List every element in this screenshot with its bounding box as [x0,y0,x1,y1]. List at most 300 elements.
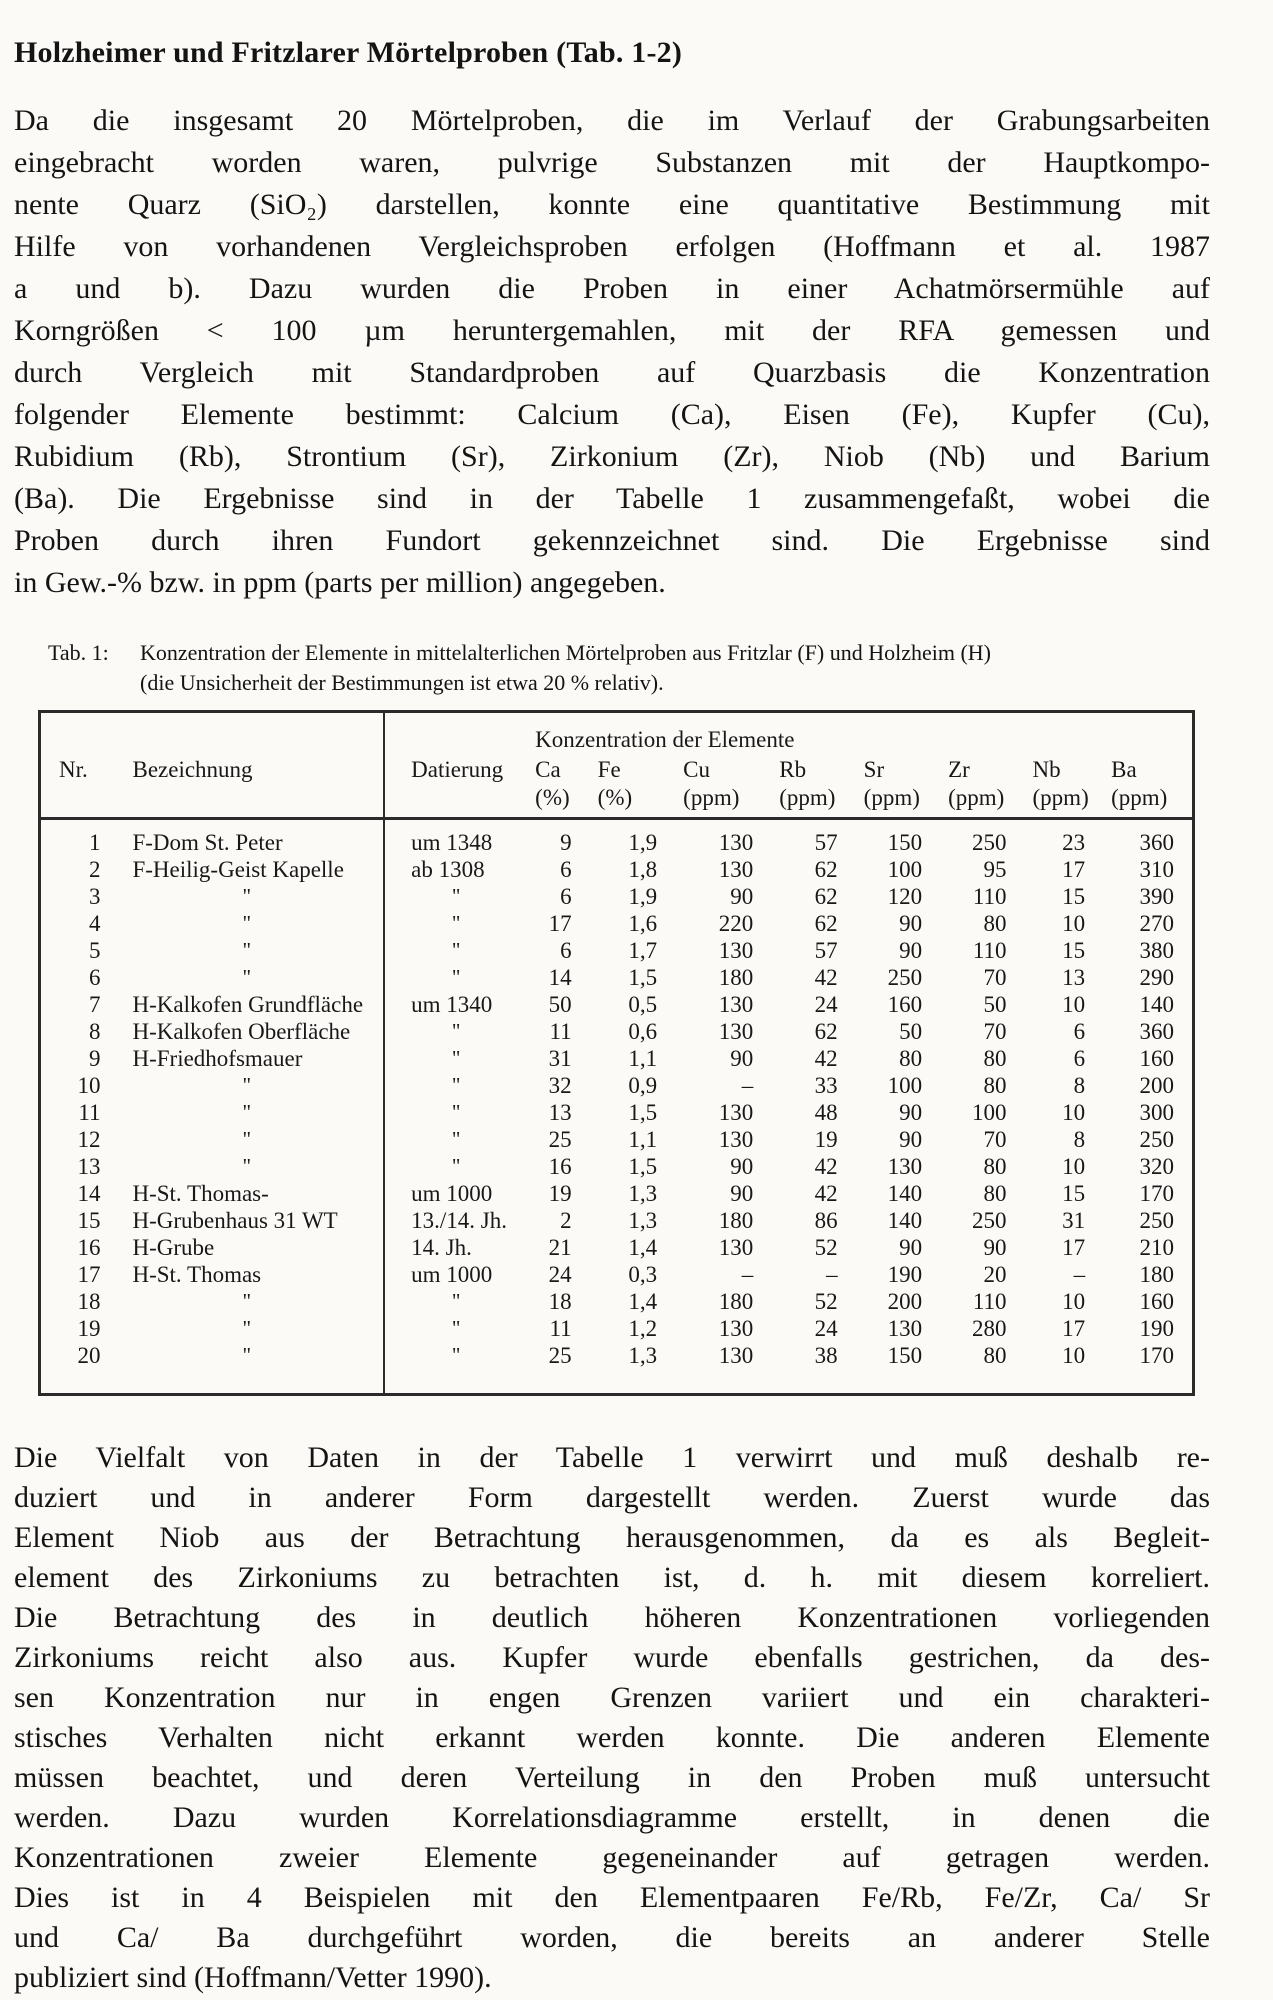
cell-sr: 90 [899,911,923,936]
cell-nb: 10 [1062,992,1086,1017]
cell-datierung: " [384,883,527,910]
cell-sr: 130 [887,1316,923,1341]
caption-label: Tab. 1: [48,640,109,665]
cell-zr: 20 [983,1262,1007,1287]
table-row [40,819,1194,857]
cell-datierung: " [384,1126,527,1153]
cell-datierung: " [384,1315,527,1342]
cell-rb: 38 [814,1343,838,1368]
cell-cu: 130 [718,992,754,1017]
cell-nr: 20 [77,1343,101,1368]
cell-nb: 13 [1062,965,1086,990]
cell-cu: 130 [718,830,754,855]
header-unit-row [40,783,1194,819]
text-line: eingebracht worden waren, pulvrige Substanzen mit der Hauptkompo- [14,146,1210,179]
cell-cu: 180 [718,1289,754,1314]
table-row [40,883,1194,910]
cell-sr: 90 [899,1235,923,1260]
cell-nr: 6 [88,965,101,990]
col-unit-nb: (ppm) [1025,783,1104,819]
cell-ca: 18 [548,1289,572,1314]
cell-sr: 90 [899,1100,923,1125]
cell-cu: – [741,1073,754,1098]
text-line: Die Vielfalt von Daten in der Tabelle 1 verwirrt und muß deshalb re- [14,1441,1210,1474]
cell-bezeichnung: H-St. Thomas [132,1262,262,1287]
text-line: Konzentrationen zweier Elemente gegeneinander auf getragen werden. [14,1841,1210,1874]
cell-bezeichnung: H-Kalkofen Oberfläche [132,1019,351,1044]
cell-ca: 25 [548,1127,572,1152]
header-label-row [40,755,1194,783]
col-unit-cu: (ppm) [675,783,771,819]
cell-zr: 250 [972,1208,1007,1233]
cell-ca: 6 [560,884,572,909]
cell-ca: 16 [548,1154,572,1179]
cell-bezeichnung: " [242,1316,252,1340]
cell-zr: 80 [983,911,1007,936]
cell-bezeichnung: " [242,1289,252,1313]
cell-bezeichnung: H-Grubenhaus 31 WT [132,1208,338,1233]
cell-bezeichnung: " [242,1154,252,1178]
text-line: und Ca/ Ba durchgeführt worden, die bereits an anderer Stelle [14,1921,1210,1954]
cell-fe: 1,3 [628,1343,658,1368]
cell-nr: 10 [77,1073,101,1098]
cell-nr: 16 [77,1235,101,1260]
cell-bezeichnung: H-Kalkofen Grundfläche [132,992,364,1017]
cell-cu: 90 [730,1046,754,1071]
cell-nb: 17 [1062,1235,1086,1260]
col-unit-ba: (ppm) [1103,783,1193,819]
cell-nb: 17 [1062,1316,1086,1341]
table-row [40,1207,1194,1234]
cell-rb: 52 [814,1289,838,1314]
cell-nr: 11 [78,1100,101,1125]
cell-zr: 50 [983,992,1007,1017]
cell-fe: 0,9 [628,1073,658,1098]
cell-ca: 31 [548,1046,572,1071]
cell-ca: 17 [548,911,572,936]
cell-ba: 360 [1139,830,1174,855]
table-row [40,1342,1194,1395]
cell-fe: 1,1 [628,1046,658,1071]
cell-nr: 19 [77,1316,101,1341]
cell-nr: 7 [88,992,101,1017]
text-line: stisches Verhalten nicht erkannt werden konnte. Die anderen Elemente [14,1721,1210,1754]
col-header-bezeichnung: Bezeichnung [132,757,253,782]
cell-datierung: " [384,937,527,964]
cell-cu: 180 [718,965,754,990]
cell-rb: 62 [814,1019,838,1044]
cell-nr: 2 [88,857,101,882]
mortar-table-body [40,819,1194,1395]
cell-sr: 140 [887,1181,923,1206]
cell-fe: 0,5 [628,992,658,1017]
col-header-ba: Ba [1111,757,1137,782]
cell-ba: 390 [1139,884,1174,909]
header-spacer [384,712,527,756]
col-header-fe: Fe [597,757,621,782]
table-row [40,1288,1194,1315]
cell-rb: 42 [814,1046,838,1071]
cell-zr: 110 [972,1289,1007,1314]
cell-ba: 210 [1139,1235,1174,1260]
col-unit-ca: (%) [527,783,590,819]
cell-datierung: ab 1308 [384,856,527,883]
cell-fe: 1,5 [628,965,658,990]
col-header-cu: Cu [683,757,711,782]
cell-sr: 80 [899,1046,923,1071]
cell-cu: 130 [718,857,754,882]
cell-fe: 1,1 [628,1127,658,1152]
cell-fe: 1,6 [628,911,658,936]
cell-sr: 130 [887,1154,923,1179]
cell-datierung: 14. Jh. [384,1234,527,1261]
caption-text [140,638,991,698]
cell-ba: 180 [1139,1262,1174,1287]
cell-fe: 1,5 [628,1100,658,1125]
cell-zr: 100 [972,1100,1007,1125]
cell-zr: 80 [983,1154,1007,1179]
cell-zr: 70 [983,1019,1007,1044]
text-line: Da die insgesamt 20 Mörtelproben, die im Verlauf der Grabungsarbeiten [14,104,1210,137]
cell-zr: 110 [972,884,1007,909]
cell-nb: 8 [1073,1073,1086,1098]
cell-sr: 150 [887,1343,923,1368]
paragraph-discussion [14,1438,1210,1998]
cell-bezeichnung: " [242,884,252,908]
cell-rb: 48 [814,1100,838,1125]
cell-sr: 120 [887,884,923,909]
table-row [40,1018,1194,1045]
col-header-zr: Zr [948,757,970,782]
table-row [40,991,1194,1018]
cell-fe: 1,7 [628,938,658,963]
cell-nb: 31 [1062,1208,1086,1233]
cell-datierung: " [384,964,527,991]
cell-bezeichnung: F-Heilig-Geist Kapelle [132,857,344,882]
cell-zr: 90 [983,1235,1007,1260]
text-line: Rubidium (Rb), Strontium (Sr), Zirkonium (Zr), Niob (Nb) und Barium [14,440,1210,473]
cell-ba: 380 [1139,938,1174,963]
text-line: durch Vergleich mit Standardproben auf Quarzbasis die Konzentration [14,356,1210,389]
cell-cu: 130 [718,1019,754,1044]
cell-fe: 1,3 [628,1181,658,1206]
text-line: Die Betrachtung des in deutlich höheren Konzentrationen vorliegenden [14,1601,1210,1634]
cell-zr: 80 [983,1046,1007,1071]
col-header-datierung: Datierung [384,755,527,783]
cell-nr: 1 [88,830,101,855]
cell-ca: 11 [549,1316,572,1341]
col-header-nb: Nb [1032,757,1061,782]
cell-cu: – [741,1262,754,1287]
cell-fe: 1,2 [628,1316,658,1341]
table-row [40,1315,1194,1342]
cell-fe: 0,6 [628,1019,658,1044]
cell-zr: 70 [983,965,1007,990]
cell-ba: 300 [1139,1100,1174,1125]
cell-datierung: " [384,1342,527,1395]
col-unit-rb: (ppm) [771,783,855,819]
cell-ba: 170 [1139,1343,1174,1368]
table-row [40,1261,1194,1288]
text-line: Korngrößen < 100 µm heruntergemahlen, mit der RFA gemessen und [14,314,1210,347]
cell-nb: 10 [1062,1343,1086,1368]
cell-ba: 160 [1139,1289,1174,1314]
text-line: Element Niob aus der Betrachtung herausgenommen, da es als Begleit- [14,1521,1210,1554]
cell-ca: 11 [549,1019,572,1044]
cell-cu: 130 [718,1100,754,1125]
cell-nr: 5 [88,938,101,963]
cell-datierung: um 1348 [384,819,527,857]
cell-nb: 15 [1062,884,1086,909]
table-row [40,910,1194,937]
cell-rb: 62 [814,911,838,936]
cell-ca: 14 [548,965,572,990]
cell-ba: 320 [1139,1154,1174,1179]
cell-ba: 200 [1139,1073,1174,1098]
cell-datierung: " [384,1072,527,1099]
text-line: Proben durch ihren Fundort gekennzeichnet sind. Die Ergebnisse sind [14,524,1210,557]
cell-fe: 1,8 [628,857,658,882]
cell-sr: 150 [887,830,923,855]
cell-fe: 1,9 [628,884,658,909]
cell-bezeichnung: H-St. Thomas- [132,1181,269,1206]
paragraph-intro [14,100,1210,604]
section-heading: Holzheimer und Fritzlarer Mörtelproben (Tab. 1-2) [14,36,683,69]
cell-sr: 200 [887,1289,923,1314]
table-row [40,1045,1194,1072]
cell-sr: 190 [887,1262,923,1287]
cell-zr: 70 [983,1127,1007,1152]
table-row [40,1234,1194,1261]
text-line: müssen beachtet, und deren Verteilung in den Proben muß untersucht [14,1761,1210,1794]
cell-fe: 1,4 [628,1289,658,1314]
text-line: Dies ist in 4 Beispielen mit den Elementpaaren Fe/Rb, Fe/Zr, Ca/ Sr [14,1881,1210,1914]
text-line: (Ba). Die Ergebnisse sind in der Tabelle 1 zusammengefaßt, wobei die [14,482,1210,515]
cell-rb: 42 [814,1154,838,1179]
cell-ba: 250 [1139,1127,1174,1152]
cell-cu: 130 [718,1316,754,1341]
cell-ba: 170 [1139,1181,1174,1206]
col-unit-datierung [384,783,527,819]
cell-datierung: " [384,910,527,937]
cell-sr: 90 [899,1127,923,1152]
col-header-ca: Ca [535,757,561,782]
cell-sr: 160 [887,992,923,1017]
cell-rb: 24 [814,1316,838,1341]
cell-nr: 13 [77,1154,101,1179]
cell-rb: 52 [814,1235,838,1260]
table-row [40,1126,1194,1153]
cell-bezeichnung: " [242,965,252,989]
cell-fe: 0,3 [628,1262,658,1287]
cell-ca: 2 [560,1208,572,1233]
table-row [40,964,1194,991]
cell-bezeichnung: " [242,938,252,962]
text-line: duziert und in anderer Form dargestellt werden. Zuerst wurde das [14,1481,1210,1514]
cell-nb: 15 [1062,938,1086,963]
cell-nb: 6 [1073,1019,1086,1044]
cell-ba: 160 [1139,1046,1174,1071]
cell-cu: 180 [718,1208,754,1233]
cell-ca: 13 [548,1100,572,1125]
cell-nb: 23 [1062,830,1086,855]
cell-nr: 4 [88,911,101,936]
cell-cu: 90 [730,1154,754,1179]
cell-bezeichnung: H-Friedhofsmauer [132,1046,303,1071]
table-row [40,1099,1194,1126]
cell-datierung: " [384,1153,527,1180]
cell-rb: 24 [814,992,838,1017]
col-unit-zr: (ppm) [940,783,1024,819]
cell-nr: 18 [77,1289,101,1314]
cell-sr: 100 [887,1073,923,1098]
cell-ca: 6 [560,938,572,963]
cell-rb: 33 [814,1073,838,1098]
cell-datierung: " [384,1288,527,1315]
text-line: sen Konzentration nur in engen Grenzen variiert und ein charakteri- [14,1681,1210,1714]
cell-rb: 42 [814,965,838,990]
cell-bezeichnung: " [242,911,252,935]
cell-ba: 290 [1139,965,1174,990]
cell-sr: 50 [899,1019,923,1044]
cell-ba: 250 [1139,1208,1174,1233]
text-line: Hilfe von vorhandenen Vergleichsproben erfolgen (Hoffmann et al. 1987 [14,230,1210,263]
col-header-rb: Rb [779,757,807,782]
cell-fe: 1,4 [628,1235,658,1260]
cell-cu: 130 [718,1235,754,1260]
cell-ca: 32 [548,1073,572,1098]
cell-nr: 15 [77,1208,101,1233]
cell-zr: 80 [983,1181,1007,1206]
caption-line-1: Konzentration der Elemente in mittelalterlichen Mörtelproben aus Fritzlar (F) und Holzheim (H) [140,640,992,665]
cell-zr: 95 [983,857,1007,882]
cell-ca: 24 [548,1262,572,1287]
mortar-table-head [40,712,1194,819]
cell-datierung: " [384,1018,527,1045]
col-header-sr: Sr [863,757,885,782]
text-line: nente Quarz (SiO₂) darstellen, konnte eine quantitative Bestimmung mit [14,188,1210,221]
col-unit-nr [40,783,111,819]
table-row [40,1072,1194,1099]
cell-sr: 90 [899,938,923,963]
cell-rb: 19 [814,1127,838,1152]
cell-nr: 8 [88,1019,101,1044]
table-caption [48,638,1210,698]
cell-datierung: um 1000 [384,1261,527,1288]
cell-cu: 130 [718,1343,754,1368]
cell-ca: 9 [560,830,572,855]
text-line: element des Zirkoniums zu betrachten ist, d. h. mit diesem korreliert. [14,1561,1210,1594]
cell-sr: 100 [887,857,923,882]
mortar-table [38,710,1195,1396]
cell-cu: 90 [730,884,754,909]
cell-rb: 86 [814,1208,838,1233]
cell-zr: 250 [972,830,1007,855]
col-unit-sr: (ppm) [856,783,940,819]
cell-fe: 1,3 [628,1208,658,1233]
cell-ba: 140 [1139,992,1174,1017]
cell-nb: – [1073,1262,1086,1287]
table-row [40,1180,1194,1207]
cell-sr: 140 [887,1208,923,1233]
table-row [40,937,1194,964]
cell-nb: 17 [1062,857,1086,882]
cell-datierung: um 1340 [384,991,527,1018]
cell-ca: 50 [548,992,572,1017]
cell-cu: 130 [718,938,754,963]
cell-rb: – [826,1262,838,1287]
cell-nb: 10 [1062,1154,1086,1179]
cell-nb: 10 [1062,911,1086,936]
text-line: werden. Dazu wurden Korrelationsdiagramme erstellt, in denen die [14,1801,1210,1834]
text-line: Zirkoniums reicht also aus. Kupfer wurde ebenfalls gestrichen, da des- [14,1641,1210,1674]
text-line: folgender Elemente bestimmt: Calcium (Ca), Eisen (Fe), Kupfer (Cu), [14,398,1210,431]
cell-ca: 6 [560,857,572,882]
cell-nr: 3 [88,884,101,909]
cell-ba: 360 [1139,1019,1174,1044]
cell-bezeichnung: " [242,1073,252,1097]
cell-zr: 80 [983,1073,1007,1098]
cell-ca: 25 [548,1343,572,1368]
cell-zr: 280 [972,1316,1007,1341]
cell-bezeichnung: " [242,1100,252,1124]
header-spacer [40,712,385,756]
text-line: publiziert sind (Hoffmann/Vetter 1990). [14,1961,492,1994]
text-line: a und b). Dazu wurden die Proben in einer Achatmörsermühle auf [14,272,1210,305]
cell-datierung: 13./14. Jh. [384,1207,527,1234]
cell-ca: 21 [548,1235,572,1260]
cell-nb: 6 [1073,1046,1086,1071]
cell-cu: 130 [718,1127,754,1152]
cell-nr: 12 [77,1127,101,1152]
cell-rb: 42 [814,1181,838,1206]
cell-fe: 1,9 [628,830,658,855]
cell-nb: 15 [1062,1181,1086,1206]
cell-cu: 220 [718,911,754,936]
cell-nb: 8 [1073,1127,1086,1152]
cell-bezeichnung: H-Grube [132,1235,215,1260]
cell-fe: 1,5 [628,1154,658,1179]
cell-ba: 310 [1139,857,1174,882]
table-row [40,1153,1194,1180]
cell-nb: 10 [1062,1289,1086,1314]
cell-nr: 9 [88,1046,101,1071]
cell-zr: 110 [972,938,1007,963]
cell-cu: 90 [730,1181,754,1206]
caption-line-2: (die Unsicherheit der Bestimmungen ist etwa 20 % relativ). [140,670,664,695]
table-row [40,856,1194,883]
cell-nr: 17 [77,1262,101,1287]
cell-sr: 250 [887,965,923,990]
cell-ba: 190 [1139,1316,1174,1341]
text-line: in Gew.-% bzw. in ppm (parts per million) angegeben. [14,566,666,599]
col-unit-bezeichnung [110,783,384,819]
cell-ba: 270 [1139,911,1174,936]
cell-rb: 62 [814,857,838,882]
col-unit-fe: (%) [590,783,676,819]
cell-nr: 14 [77,1181,101,1206]
cell-bezeichnung: F-Dom St. Peter [132,830,283,855]
group-header: Konzentration der Elemente [535,727,795,752]
cell-datierung: um 1000 [384,1180,527,1207]
col-header-nr: Nr. [59,757,88,782]
cell-nb: 10 [1062,1100,1086,1125]
cell-zr: 80 [983,1343,1007,1368]
cell-bezeichnung: " [242,1127,252,1151]
header-group-row [40,712,1194,756]
cell-bezeichnung: " [242,1343,252,1367]
cell-rb: 57 [814,830,838,855]
